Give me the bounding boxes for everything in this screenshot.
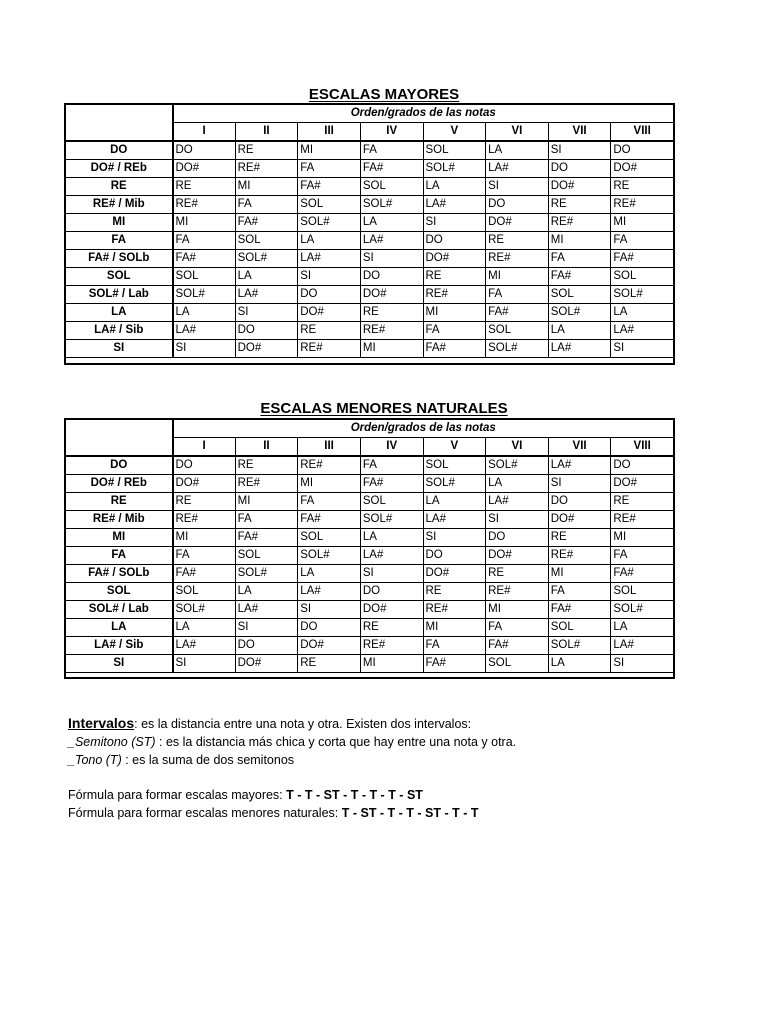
degree-label: III [298, 123, 361, 142]
major-formula-label: Fórmula para formar escalas mayores: [68, 788, 287, 802]
note-cell: RE# [360, 322, 423, 340]
note-cell: SI [486, 511, 549, 529]
note-cell: SI [548, 475, 611, 493]
note-cell: SI [360, 565, 423, 583]
degree-label: VII [548, 123, 611, 142]
minor-scales-title: ESCALAS MENORES NATURALES [260, 400, 508, 417]
degree-label: IV [360, 438, 423, 457]
note-cell: FA# [611, 565, 674, 583]
note-cell: SOL# [548, 637, 611, 655]
note-cell: LA [611, 304, 674, 322]
major-formula-value: T - T - ST - T - T - T - ST [286, 788, 423, 802]
note-cell: FA# [548, 268, 611, 286]
table-row [66, 340, 674, 358]
minor-scales-table [65, 419, 674, 673]
note-cell: SOL [360, 493, 423, 511]
note-cell: FA# [548, 601, 611, 619]
note-cell: FA [360, 141, 423, 160]
note-cell: RE [548, 529, 611, 547]
tonic-label: FA# / SOLb [66, 565, 173, 583]
note-cell: SOL [298, 529, 361, 547]
note-cell: RE [423, 583, 486, 601]
note-cell: MI [423, 304, 486, 322]
note-cell: DO# [423, 565, 486, 583]
note-cell: SOL [486, 322, 549, 340]
note-cell: FA [173, 547, 236, 565]
degree-label: VI [486, 438, 549, 457]
note-cell: RE# [173, 511, 236, 529]
note-cell: FA [173, 232, 236, 250]
intervals-section [68, 714, 516, 769]
note-cell: FA [548, 583, 611, 601]
table-row [66, 637, 674, 655]
note-cell: RE# [235, 160, 298, 178]
tonic-label: RE# / Mib [66, 511, 173, 529]
tonic-label: DO# / REb [66, 475, 173, 493]
note-cell: LA [298, 565, 361, 583]
table-row [66, 286, 674, 304]
note-cell: SI [486, 178, 549, 196]
note-cell: DO [360, 583, 423, 601]
note-cell: SOL# [298, 547, 361, 565]
note-cell: RE# [486, 583, 549, 601]
note-cell: RE [235, 141, 298, 160]
note-cell: SI [235, 304, 298, 322]
note-cell: SOL# [173, 601, 236, 619]
note-cell: LA [423, 178, 486, 196]
note-cell: DO# [548, 511, 611, 529]
note-cell: DO# [298, 304, 361, 322]
note-cell: MI [235, 178, 298, 196]
minor-formula-value: T - ST - T - T - ST - T - T [341, 806, 479, 820]
tonic-label: DO [66, 456, 173, 475]
table-row [66, 547, 674, 565]
note-cell: LA# [235, 286, 298, 304]
header-row [66, 420, 674, 438]
table-row [66, 456, 674, 475]
note-cell: DO [173, 456, 236, 475]
tono-definition [68, 751, 516, 769]
note-cell: FA# [360, 475, 423, 493]
tonic-label: LA# / Sib [66, 637, 173, 655]
note-cell: SI [611, 655, 674, 673]
table-row [66, 565, 674, 583]
note-cell: SOL# [611, 286, 674, 304]
degree-label: IV [360, 123, 423, 142]
note-cell: DO# [298, 637, 361, 655]
note-cell: FA [298, 160, 361, 178]
degree-label: V [423, 123, 486, 142]
note-cell: SOL# [423, 160, 486, 178]
note-cell: RE# [235, 475, 298, 493]
note-cell: LA# [298, 250, 361, 268]
degree-label: II [235, 123, 298, 142]
note-cell: FA [611, 547, 674, 565]
formulas-section [68, 786, 479, 822]
note-cell: MI [298, 141, 361, 160]
degrees-header: Orden/grados de las notas [173, 420, 674, 438]
note-cell: RE# [360, 637, 423, 655]
note-cell: MI [298, 475, 361, 493]
note-cell: LA [423, 493, 486, 511]
note-cell: SOL# [548, 304, 611, 322]
note-cell: LA# [548, 340, 611, 358]
table-corner-cell [66, 105, 173, 142]
tonic-label: FA [66, 232, 173, 250]
note-cell: RE [611, 178, 674, 196]
note-cell: FA [360, 456, 423, 475]
note-cell: DO [423, 232, 486, 250]
note-cell: RE [486, 232, 549, 250]
minor-formula-label: Fórmula para formar escalas menores naturales: [68, 806, 342, 820]
note-cell: RE# [173, 196, 236, 214]
semitono-definition [68, 733, 516, 751]
note-cell: DO [486, 529, 549, 547]
note-cell: MI [486, 601, 549, 619]
note-cell: FA [298, 493, 361, 511]
note-cell: DO# [486, 547, 549, 565]
tonic-label: SI [66, 340, 173, 358]
note-cell: DO# [235, 340, 298, 358]
note-cell: SOL [235, 547, 298, 565]
note-cell: MI [423, 619, 486, 637]
note-cell: SOL# [360, 511, 423, 529]
note-cell: FA [486, 619, 549, 637]
tonic-label: SOL [66, 583, 173, 601]
note-cell: LA [548, 655, 611, 673]
note-cell: LA# [611, 322, 674, 340]
note-cell: LA# [486, 160, 549, 178]
note-cell: RE# [611, 511, 674, 529]
note-cell: FA# [298, 178, 361, 196]
note-cell: FA [486, 286, 549, 304]
note-cell: FA# [611, 250, 674, 268]
note-cell: SOL [423, 141, 486, 160]
note-cell: SOL [360, 178, 423, 196]
table-row [66, 160, 674, 178]
note-cell: MI [611, 214, 674, 232]
degree-label: VII [548, 438, 611, 457]
note-cell: SOL# [360, 196, 423, 214]
note-cell: RE [486, 565, 549, 583]
note-cell: RE [360, 304, 423, 322]
note-cell: FA [548, 250, 611, 268]
note-cell: DO# [360, 286, 423, 304]
table-row [66, 196, 674, 214]
note-cell: SI [611, 340, 674, 358]
note-cell: RE [548, 196, 611, 214]
note-cell: MI [360, 340, 423, 358]
note-cell: LA# [360, 232, 423, 250]
note-cell: SI [548, 141, 611, 160]
note-cell: SOL# [235, 250, 298, 268]
note-cell: LA# [360, 547, 423, 565]
note-cell: LA [486, 475, 549, 493]
tonic-label: SOL [66, 268, 173, 286]
degree-label: III [298, 438, 361, 457]
note-cell: MI [173, 214, 236, 232]
note-cell: LA# [235, 601, 298, 619]
note-cell: FA# [235, 214, 298, 232]
note-cell: LA [360, 529, 423, 547]
note-cell: DO# [360, 601, 423, 619]
tonic-label: SOL# / Lab [66, 286, 173, 304]
note-cell: RE# [548, 547, 611, 565]
note-cell: SOL [486, 655, 549, 673]
note-cell: MI [548, 565, 611, 583]
note-cell: DO [548, 160, 611, 178]
note-cell: RE# [298, 340, 361, 358]
note-cell: RE [173, 493, 236, 511]
table-row [66, 601, 674, 619]
tono-term: _Tono (T) [68, 753, 122, 767]
note-cell: SOL [173, 268, 236, 286]
table-row [66, 304, 674, 322]
degree-label: I [173, 123, 236, 142]
note-cell: DO [360, 268, 423, 286]
note-cell: LA# [611, 637, 674, 655]
note-cell: MI [486, 268, 549, 286]
note-cell: SI [360, 250, 423, 268]
tonic-label: SI [66, 655, 173, 673]
note-cell: LA# [548, 456, 611, 475]
note-cell: RE [423, 268, 486, 286]
note-cell: RE [360, 619, 423, 637]
minor-formula [68, 804, 479, 822]
note-cell: FA [235, 511, 298, 529]
note-cell: DO [611, 141, 674, 160]
degree-label: VIII [611, 438, 674, 457]
note-cell: LA# [298, 583, 361, 601]
note-cell: RE# [548, 214, 611, 232]
note-cell: FA [611, 232, 674, 250]
table-row [66, 214, 674, 232]
note-cell: LA [235, 268, 298, 286]
tonic-label: FA [66, 547, 173, 565]
note-cell: FA# [423, 340, 486, 358]
tonic-label: FA# / SOLb [66, 250, 173, 268]
note-cell: SI [298, 601, 361, 619]
note-cell: FA# [235, 529, 298, 547]
note-cell: MI [235, 493, 298, 511]
note-cell: SI [173, 655, 236, 673]
tonic-label: RE [66, 178, 173, 196]
table-corner-cell [66, 420, 173, 457]
table-row [66, 655, 674, 673]
note-cell: SOL [611, 268, 674, 286]
note-cell: DO# [548, 178, 611, 196]
major-scales-table [65, 104, 674, 358]
note-cell: SOL [611, 583, 674, 601]
tonic-label: DO [66, 141, 173, 160]
note-cell: RE [298, 655, 361, 673]
note-cell: SOL# [423, 475, 486, 493]
semitono-text: : es la distancia más chica y corta que hay entre una nota y otra. [155, 735, 517, 749]
note-cell: DO [486, 196, 549, 214]
tonic-label: LA [66, 304, 173, 322]
note-cell: RE# [423, 286, 486, 304]
note-cell: LA [173, 619, 236, 637]
note-cell: FA# [173, 250, 236, 268]
note-cell: SI [235, 619, 298, 637]
note-cell: SOL# [235, 565, 298, 583]
tonic-label: LA# / Sib [66, 322, 173, 340]
table-row [66, 322, 674, 340]
intervals-definition [68, 714, 516, 733]
table-row [66, 529, 674, 547]
note-cell: LA# [423, 196, 486, 214]
note-cell: DO# [611, 475, 674, 493]
note-cell: DO [298, 286, 361, 304]
note-cell: LA# [173, 322, 236, 340]
note-cell: DO [298, 619, 361, 637]
tonic-label: RE [66, 493, 173, 511]
note-cell: LA [611, 619, 674, 637]
intervals-definition-text: : es la distancia entre una nota y otra. Existen dos intervalos: [134, 717, 472, 731]
note-cell: RE [173, 178, 236, 196]
note-cell: LA [486, 141, 549, 160]
table-row [66, 583, 674, 601]
degrees-header: Orden/grados de las notas [173, 105, 674, 123]
note-cell: RE [298, 322, 361, 340]
semitono-term: _Semitono (ST) [68, 735, 156, 749]
note-cell: MI [173, 529, 236, 547]
note-cell: SI [298, 268, 361, 286]
note-cell: FA# [423, 655, 486, 673]
note-cell: FA [423, 322, 486, 340]
tono-text: : es la suma de dos semitonos [121, 753, 295, 767]
note-cell: SOL# [486, 456, 549, 475]
note-cell: LA [548, 322, 611, 340]
note-cell: DO# [235, 655, 298, 673]
header-row [66, 105, 674, 123]
tonic-label: MI [66, 529, 173, 547]
note-cell: FA# [360, 160, 423, 178]
note-cell: DO [235, 637, 298, 655]
note-cell: RE# [486, 250, 549, 268]
note-cell: LA# [173, 637, 236, 655]
note-cell: SOL [235, 232, 298, 250]
note-cell: SI [423, 529, 486, 547]
table-row [66, 619, 674, 637]
note-cell: MI [360, 655, 423, 673]
note-cell: DO# [611, 160, 674, 178]
tonic-label: RE# / Mib [66, 196, 173, 214]
note-cell: LA [235, 583, 298, 601]
note-cell: LA# [486, 493, 549, 511]
note-cell: RE [235, 456, 298, 475]
note-cell: SOL# [611, 601, 674, 619]
tonic-label: DO# / REb [66, 160, 173, 178]
note-cell: DO [173, 141, 236, 160]
degree-label: II [235, 438, 298, 457]
note-cell: DO [423, 547, 486, 565]
table-row [66, 493, 674, 511]
note-cell: FA# [486, 637, 549, 655]
degree-label: VIII [611, 123, 674, 142]
degree-label: V [423, 438, 486, 457]
note-cell: SOL [298, 196, 361, 214]
note-cell: FA [423, 637, 486, 655]
note-cell: SI [423, 214, 486, 232]
table-row [66, 268, 674, 286]
note-cell: MI [548, 232, 611, 250]
note-cell: DO [611, 456, 674, 475]
table-row [66, 178, 674, 196]
note-cell: FA# [298, 511, 361, 529]
note-cell: RE# [298, 456, 361, 475]
note-cell: RE# [611, 196, 674, 214]
table-row [66, 232, 674, 250]
tonic-label: MI [66, 214, 173, 232]
note-cell: DO [235, 322, 298, 340]
note-cell: MI [611, 529, 674, 547]
note-cell: FA# [173, 565, 236, 583]
major-formula [68, 786, 479, 804]
tonic-label: LA [66, 619, 173, 637]
major-scales-title: ESCALAS MAYORES [308, 86, 460, 103]
note-cell: SOL [423, 456, 486, 475]
degree-label: VI [486, 123, 549, 142]
note-cell: RE# [423, 601, 486, 619]
note-cell: SOL# [173, 286, 236, 304]
note-cell: SOL [548, 286, 611, 304]
table-row [66, 250, 674, 268]
note-cell: SOL# [486, 340, 549, 358]
note-cell: FA# [486, 304, 549, 322]
note-cell: LA [360, 214, 423, 232]
tonic-label: SOL# / Lab [66, 601, 173, 619]
table-row [66, 141, 674, 160]
note-cell: SI [173, 340, 236, 358]
note-cell: DO# [486, 214, 549, 232]
note-cell: LA# [423, 511, 486, 529]
note-cell: DO# [173, 475, 236, 493]
note-cell: SOL [548, 619, 611, 637]
table-row [66, 511, 674, 529]
note-cell: SOL# [298, 214, 361, 232]
note-cell: RE [611, 493, 674, 511]
note-cell: FA [235, 196, 298, 214]
degree-label: I [173, 438, 236, 457]
intervals-heading: Intervalos [68, 715, 135, 731]
note-cell: LA [298, 232, 361, 250]
note-cell: DO# [173, 160, 236, 178]
table-row [66, 475, 674, 493]
note-cell: DO# [423, 250, 486, 268]
note-cell: LA [173, 304, 236, 322]
note-cell: SOL [173, 583, 236, 601]
note-cell: DO [548, 493, 611, 511]
